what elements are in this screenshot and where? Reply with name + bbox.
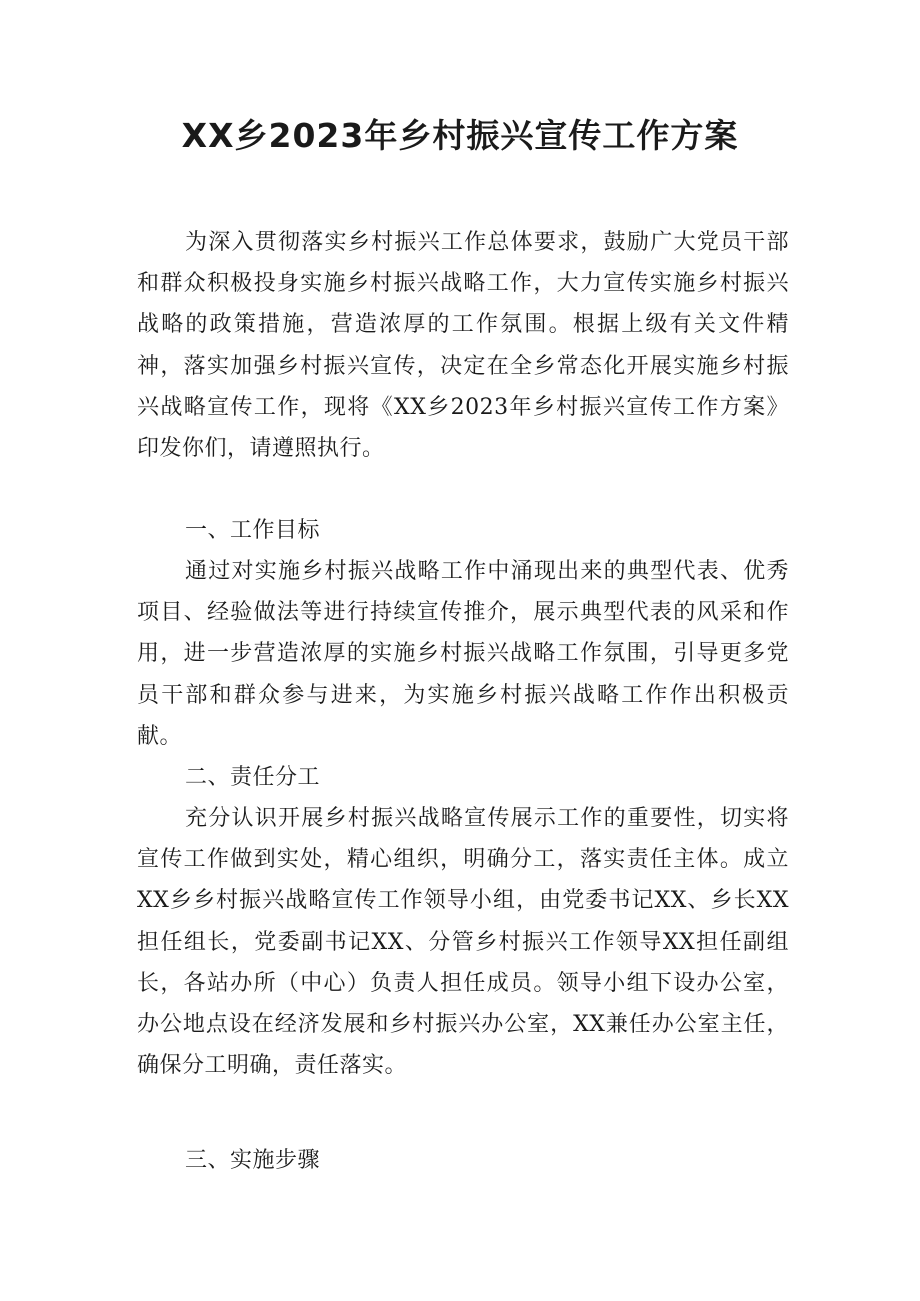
section-heading-steps: 三、实施步骤 (185, 1148, 321, 1173)
document-title: XX乡2023年乡村振兴宣传工作方案 (181, 116, 739, 155)
section-paragraph-goals: 通过对实施乡村振兴战略工作中涌现出来的典型代表、优秀项目、经验做法等进行持续宣传推介，展示典型代表的风采和作用，进一步营造浓厚的实施乡村振兴战略工作氛围，引导更多党员干部和群众参与进来，为实施乡村振兴战略工作作出积极贡献。 (137, 559, 789, 749)
section-heading-responsibilities: 二、责任分工 (185, 765, 321, 790)
intro-paragraph: 为深入贯彻落实乡村振兴工作总体要求，鼓励广大党员干部和群众积极投身实施乡村振兴战略工作，大力宣传实施乡村振兴战略的政策措施，营造浓厚的工作氛围。根据上级有关文件精神，落实加强乡村振兴宣传，决定在全乡常态化开展实施乡村振兴战略宣传工作，现将《XX乡2023年乡村振兴宣传工作方案》印发你们，请遵照执行。 (137, 230, 789, 462)
section-paragraph-responsibilities: 充分认识开展乡村振兴战略宣传展示工作的重要性，切实将宣传工作做到实处，精心组织，明确分工，落实责任主体。成立XX乡乡村振兴战略宣传工作领导小组，由党委书记XX、乡长XX担任组长，党委副书记XX、分管乡村振兴工作领导XX担任副组长，各站办所（中心）负责人担任成员。领导小组下设办公室，办公地点设在经济发展和乡村振兴办公室，XX兼任办公室主任，确保分工明确，责任落实。 (137, 806, 789, 1079)
section-heading-goals: 一、工作目标 (185, 518, 321, 543)
